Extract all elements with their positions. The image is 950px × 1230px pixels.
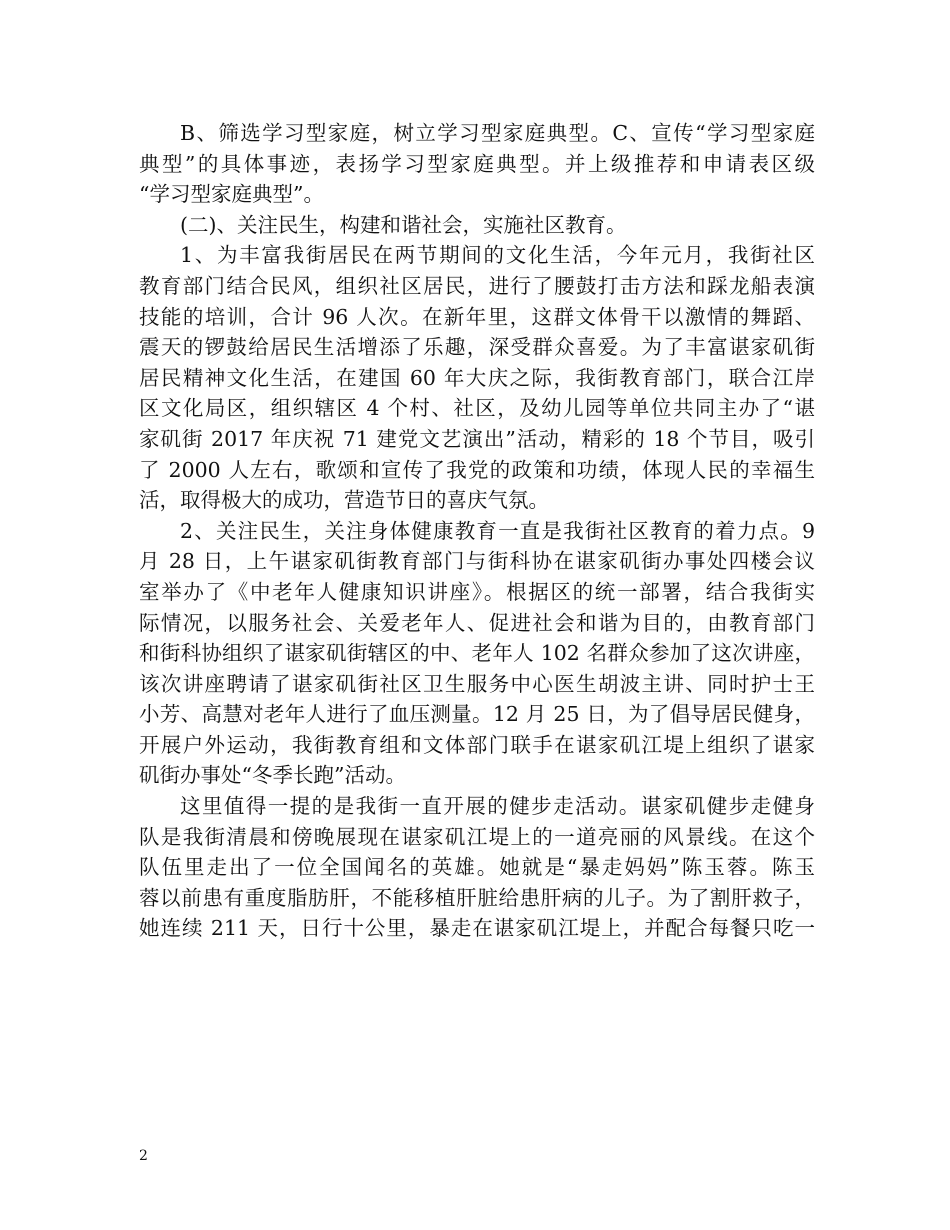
text-line: 技能的培训，合计 96 人次。在新年里，这群文体骨干以激情的舞蹈、 <box>139 304 815 329</box>
text-line: “学习型家庭典型”。 <box>139 182 324 207</box>
text-line: 月 28 日，上午谌家矶街教育部门与街科协在谌家矶街办事处四楼会议 <box>139 549 815 574</box>
body-text <box>139 118 815 944</box>
text-line: 活，取得极大的成功，营造节日的喜庆气氛。 <box>139 488 549 513</box>
text-line: 家矶街 2017 年庆祝 71 建党文艺演出”活动，精彩的 18 个节目，吸引 <box>139 426 815 451</box>
section-heading: (二)、关注民生，构建和谐社会，实施社区教育。 <box>180 212 627 237</box>
text-line: 教育部门结合民风，组织社区居民，进行了腰鼓打击方法和踩龙船表演 <box>139 273 815 298</box>
text-line: 队是我街清晨和傍晚展现在谌家矶江堤上的一道亮丽的风景线。在这个 <box>139 824 815 849</box>
text-line: 典型”的具体事迹，表扬学习型家庭典型。并上级推荐和申请表区级 <box>139 151 815 176</box>
text-line: 蓉以前患有重度脂肪肝，不能移植肝脏给患肝病的儿子。为了割肝救子， <box>139 885 815 910</box>
text-line: 1、为丰富我街居民在两节期间的文化生活，今年元月，我街社区 <box>180 243 815 268</box>
text-line: 居民精神文化生活，在建国 60 年大庆之际，我街教育部门，联合江岸 <box>139 365 815 390</box>
page-number: 2 <box>139 1148 148 1164</box>
text-line: 区文化局区，组织辖区 4 个村、社区，及幼儿园等单位共同主办了“谌 <box>139 396 815 421</box>
text-line: 和街科协组织了谌家矶街辖区的中、老年人 102 名群众参加了这次讲座， <box>139 641 815 666</box>
text-line: 她连续 211 天，日行十公里，暴走在谌家矶江堤上，并配合每餐只吃一 <box>139 916 815 941</box>
text-line: 际情况，以服务社会、关爱老年人、促进社会和谐为目的，由教育部门 <box>139 610 815 635</box>
text-line: 小芳、高慧对老年人进行了血压测量。12 月 25 日，为了倡导居民健身， <box>139 702 815 727</box>
text-line: 了 2000 人左右，歌颂和宣传了我党的政策和功绩，体现人民的幸福生 <box>139 457 815 482</box>
text-line: 震天的锣鼓给居民生活增添了乐趣，深受群众喜爱。为了丰富谌家矶街 <box>139 335 815 360</box>
text-line: 矶街办事处“冬季长跑”活动。 <box>139 763 406 788</box>
text-line: 开展户外运动，我街教育组和文体部门联手在谌家矶江堤上组织了谌家 <box>139 732 815 757</box>
text-line: 队伍里走出了一位全国闻名的英雄。她就是“暴走妈妈”陈玉蓉。陈玉 <box>139 855 815 880</box>
text-line: 该次讲座聘请了谌家矶街社区卫生服务中心医生胡波主讲、同时护士王 <box>139 671 815 696</box>
text-line: 2、关注民生，关注身体健康教育一直是我街社区教育的着力点。9 <box>180 518 815 543</box>
text-line: 室举办了《中老年人健康知识讲座》。根据区的统一部署，结合我街实 <box>139 579 815 604</box>
text-line: B、筛选学习型家庭，树立学习型家庭典型。C、宣传“学习型家庭 <box>180 121 815 145</box>
text-line: 这里值得一提的是我街一直开展的健步走活动。谌家矶健步走健身 <box>180 794 815 819</box>
